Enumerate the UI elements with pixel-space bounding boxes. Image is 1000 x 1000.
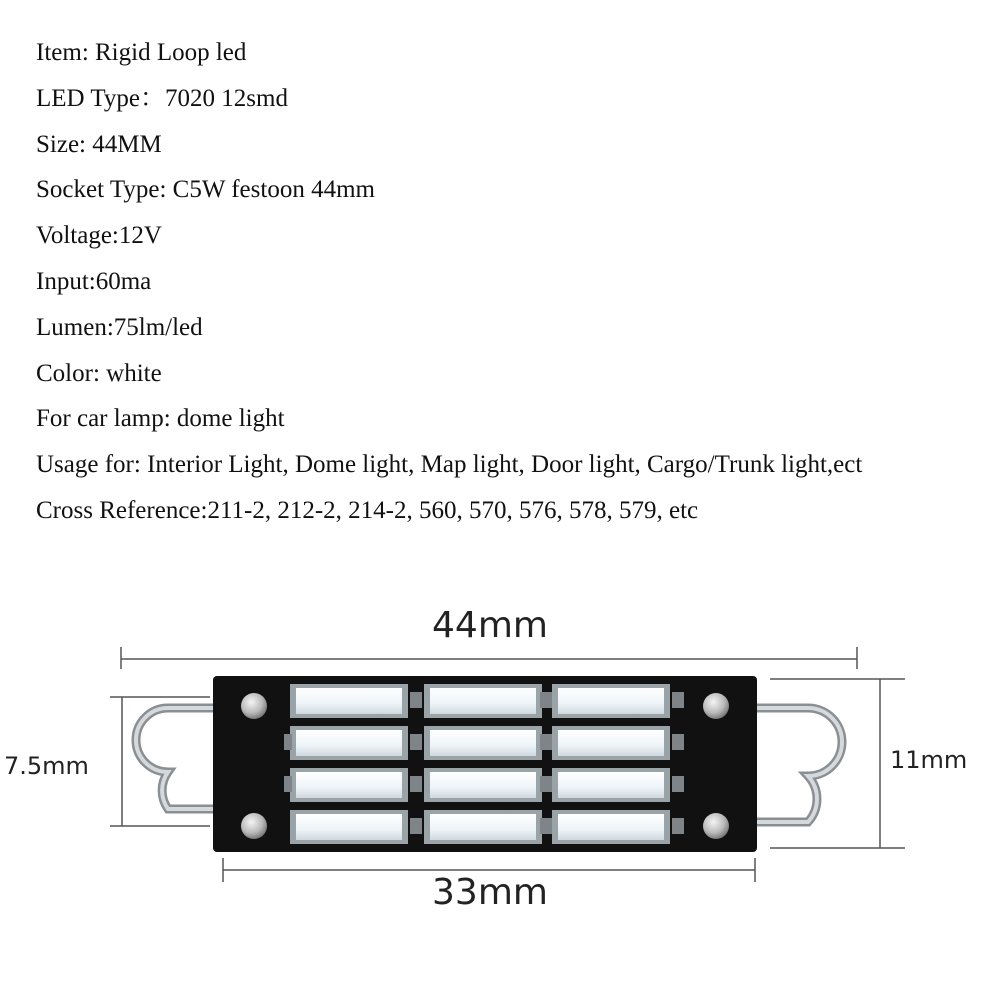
spec-voltage: Voltage:12V — [36, 222, 162, 250]
spec-usage: Usage for: Interior Light, Dome light, Map light, Door light, Cargo/Trunk light,ect — [36, 451, 863, 479]
dimension-44mm-line — [121, 647, 857, 669]
spec-lumen: Lumen:75lm/led — [36, 313, 203, 341]
spec-size: Size: 44MM — [36, 130, 162, 158]
spec-socket-type: Socket Type: C5W festoon 44mm — [36, 176, 375, 204]
spec-color: Color: white — [36, 359, 162, 387]
spec-led-type: LED Type：7020 12smd — [36, 84, 288, 112]
spec-car-lamp: For car lamp: dome light — [36, 405, 285, 433]
right-wire-loop — [752, 708, 842, 822]
spec-cross-reference: Cross Reference:211-2, 212-2, 214-2, 560, 570, 576, 578, 579, etc — [36, 496, 699, 524]
spec-input: Input:60ma — [36, 267, 152, 295]
dimension-label-33mm: 33mm — [432, 872, 548, 913]
spec-item: Item: Rigid Loop led — [36, 39, 247, 66]
dimension-label-11mm: 11mm — [890, 746, 968, 774]
left-wire-loop — [136, 708, 218, 809]
dimension-label-44mm: 44mm — [432, 605, 548, 646]
dimension-label-7.5mm: 7.5mm — [4, 752, 89, 780]
